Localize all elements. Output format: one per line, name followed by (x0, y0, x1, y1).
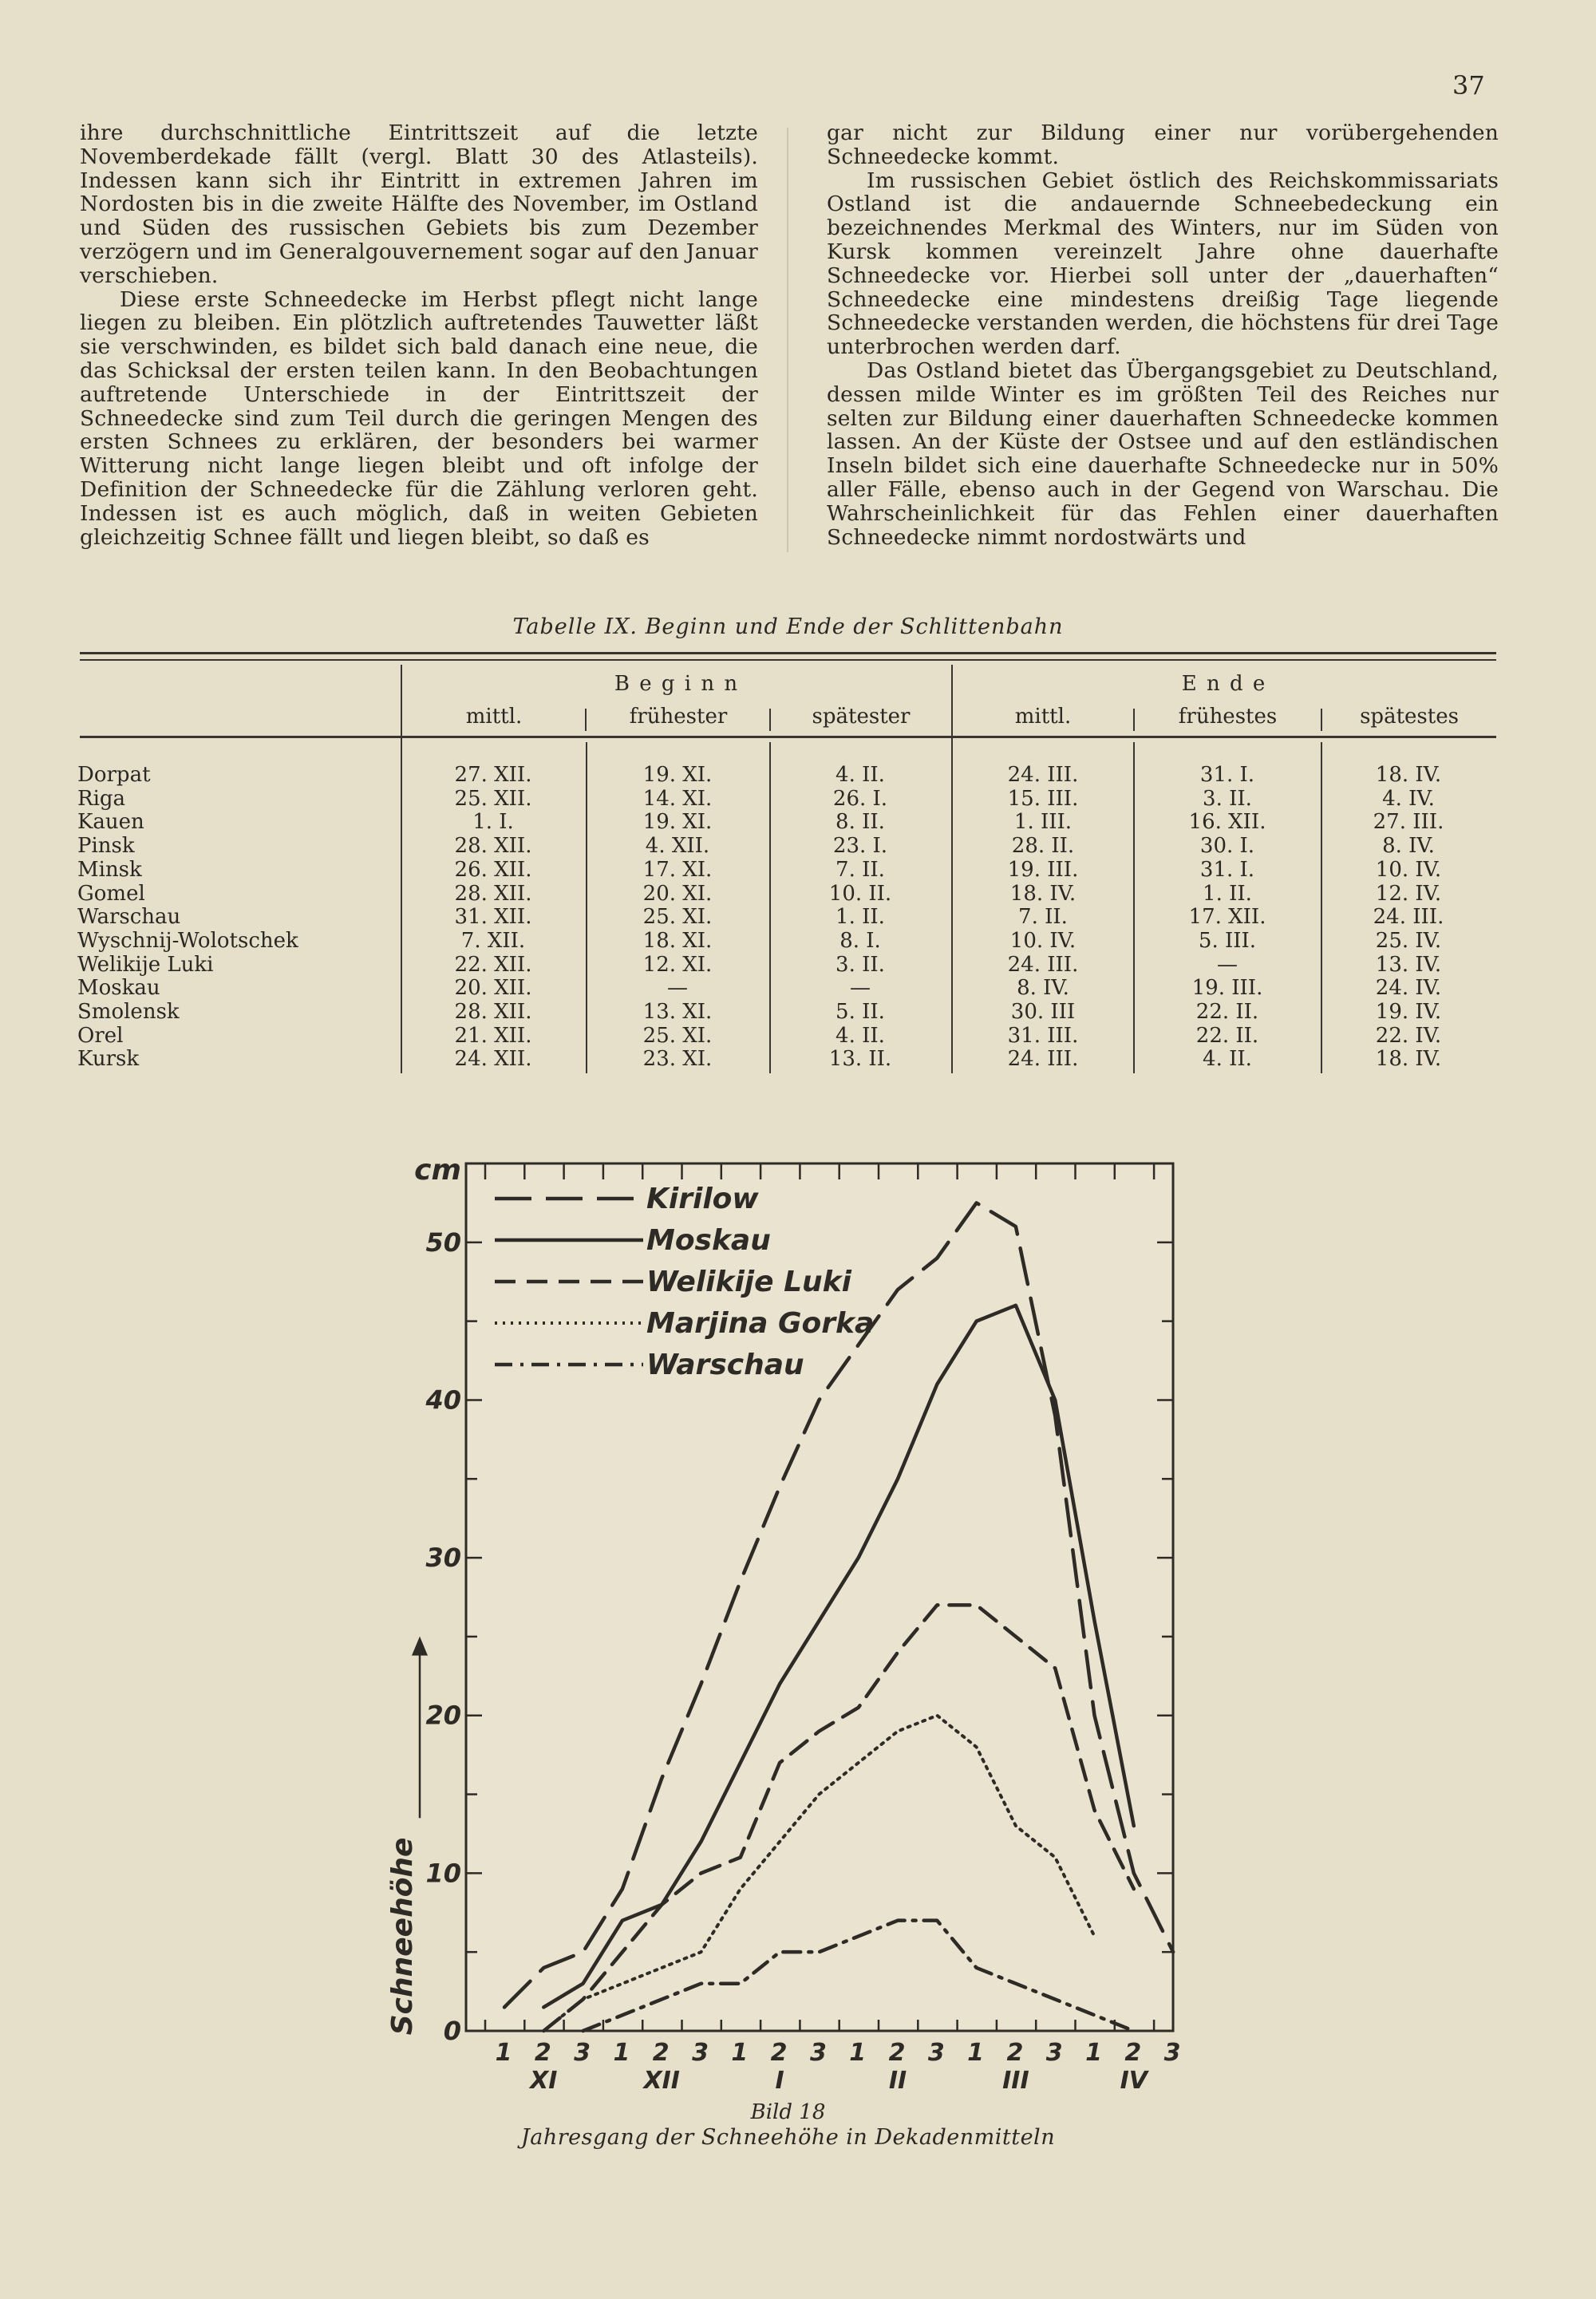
table-cell: — (667, 976, 688, 1001)
table-cell: 18. IV. (1009, 881, 1077, 906)
table-cell: 17. XII. (1188, 905, 1266, 930)
x-tick-label: 1 (849, 2039, 867, 2067)
table-cell: 28. XII. (454, 834, 532, 859)
table-cell: 8. IV. (1017, 976, 1069, 1001)
table-cell: 13. XI. (642, 1000, 713, 1024)
station-name: Smolensk (77, 1000, 180, 1024)
table-cell: 3. II. (836, 952, 885, 977)
page-number: 37 (1452, 70, 1485, 101)
y-tick-label: 10 (425, 1858, 461, 1889)
x-tick-label: 2 (652, 2039, 670, 2067)
table-cell: 24. IV. (1375, 976, 1442, 1001)
station-name: Dorpat (77, 763, 151, 787)
table-cell: 30. I. (1199, 834, 1255, 859)
table-cell: 28. II. (1011, 834, 1075, 859)
legend-label: Warschau (646, 1349, 804, 1381)
table-cell: 1. I. (472, 810, 514, 835)
station-name: Gomel (77, 881, 145, 906)
x-tick-label: 1 (613, 2039, 630, 2067)
table-cell: 16. XII. (1188, 810, 1266, 835)
table-cell: 5. II. (836, 1000, 885, 1024)
table-cell: 3. II. (1203, 786, 1252, 811)
table-cell: 25. XII. (454, 786, 532, 811)
x-month-label: IV (1120, 2067, 1148, 2091)
x-tick-label: 3 (809, 2039, 827, 2067)
x-month-label: II (888, 2067, 907, 2091)
column-header: spätestes (1360, 705, 1459, 729)
table-cell: 19. III. (1007, 857, 1079, 882)
table-cell: 5. III. (1198, 928, 1257, 953)
table-cell: 7. II. (836, 857, 885, 882)
x-tick-label: 3 (692, 2039, 709, 2067)
paragraph: Im russischen Gebiet östlich des Reichskommissariats Ostland ist die andauernde Schneebedeckung ein bezeichnendes Merkmal des Winters, nur im Süden von Kursk kommen vereinzelt Jahre ohne dauerhafte Schneedecke vor. Hierbei soll unter der „dauerhaften“ Schneedecke eine mindestens dreißig Tage liegende Schneedecke verstanden werden, die höchstens für drei Tage unterbrochen werden darf. (827, 168, 1499, 360)
legend-label: Kirilow (646, 1183, 759, 1215)
table-cell: 10. II. (828, 881, 892, 906)
table-cell: 13. IV. (1375, 952, 1442, 977)
legend-label: Welikije Luki (646, 1266, 851, 1298)
table-cell: 30. III (1010, 1000, 1076, 1024)
text-column-right (827, 121, 1499, 549)
station-name: Welikije Luki (77, 952, 214, 977)
table-caption: Tabelle IX. Beginn und Ende der Schlittenbahn (512, 614, 1064, 639)
column-divider (787, 128, 788, 552)
column-header: frühestes (1178, 705, 1278, 729)
table-cell: 24. III. (1007, 1047, 1079, 1072)
x-tick-label: 3 (1045, 2039, 1063, 2067)
table-cell: 31. I. (1199, 857, 1255, 882)
x-tick-label: 1 (1085, 2039, 1102, 2067)
x-tick-label: 1 (967, 2039, 985, 2067)
table-cell: 19. XI. (642, 810, 713, 835)
table-cell: 31. III. (1007, 1023, 1079, 1048)
table-cell: 27. III. (1373, 810, 1444, 835)
table-cell: 18. IV. (1375, 1047, 1442, 1072)
table-cell: 8. I. (839, 928, 881, 953)
column-header: frühester (629, 705, 728, 729)
x-month-label: XII (643, 2067, 680, 2091)
paragraph: ihre durchschnittliche Eintrittszeit auf die letzte Novemberdekade fällt (vergl. Blatt 30 des Atlasteils). Indessen kann sich ihr Eintritt in extremen Jahren im Nordosten bis in die zweite Hälfte des November, im Ostland und Süden des russischen Gebiets bis zum Dezember verzögern und im Generalgouvernement sogar auf den Januar verschieben. (80, 120, 758, 288)
table-cell: 22. XII. (454, 952, 532, 977)
column-header: mittl. (1014, 705, 1072, 729)
legend-label: Moskau (646, 1224, 771, 1257)
x-tick-label: 3 (574, 2039, 591, 2067)
table-cell: 14. XI. (642, 786, 713, 811)
x-tick-label: 3 (927, 2039, 945, 2067)
table-cell: 24. III. (1007, 952, 1079, 977)
x-tick-label: 1 (731, 2039, 749, 2067)
table-cell: 17. XI. (642, 857, 713, 882)
paragraph: Das Ostland bietet das Übergangsgebiet zu Deutschland, dessen milde Winter es im größten Teil des Reiches nur selten zur Bildung einer dauerhaften Schneedecke kommen lassen. An der Küste der Ostsee und auf den estländischen Inseln bildet sich eine dauerhafte Schneedecke nur in 50% aller Fälle, ebenso auch in der Gegend von Warschau. Die Wahrscheinlichkeit für das Fehlen einer dauerhaften Schneedecke nimmt nordostwärts und (827, 357, 1499, 550)
table-cell: 13. II. (828, 1047, 892, 1072)
paragraph: Diese erste Schneedecke im Herbst pflegt nicht lange liegen zu bleiben. Ein plötzlich auftretendes Tauwetter läßt sie verschwinden, es bildet sich bald danach eine neue, die das Schicksal der ersten teilen kann. In den Beobachtungen auftretende Unterschiede in der Eintrittszeit der Schneedecke sind zum Teil durch die geringen Mengen des ersten Schnees zu erklären, der besonders bei warmer Witterung nicht lange liegen bleibt und oft infolge der Definition der Schneedecke für die Zählung verloren geht. Indessen ist es auch möglich, daß in weiten Gebieten gleichzeitig Schnee fällt und liegen bleibt, so daß es (80, 286, 758, 550)
table-top-rule (80, 652, 1496, 654)
x-tick-label: 2 (888, 2039, 906, 2067)
table-cell: 7. II. (1018, 905, 1068, 930)
table-cell: 23. I. (832, 834, 888, 859)
table-cell: 1. II. (836, 905, 885, 930)
table-cell: 25. XI. (642, 905, 713, 930)
station-name: Kursk (77, 1047, 140, 1072)
station-name: Kauen (77, 810, 144, 835)
table-cell: 18. IV. (1375, 763, 1442, 787)
y-tick-label: 40 (425, 1385, 461, 1416)
table-cell: 22. II. (1195, 1000, 1259, 1024)
x-tick-label: 1 (495, 2039, 512, 2067)
station-name: Riga (77, 786, 126, 811)
table-cell: 19. XI. (642, 763, 713, 787)
table-cell: 12. IV. (1375, 881, 1442, 906)
table-cell: 12. XI. (642, 952, 713, 977)
table-cell: 4. II. (1203, 1047, 1252, 1072)
table-cell: 1. II. (1203, 881, 1252, 906)
header-begin: B e g i n n (614, 672, 740, 696)
table-cell: 22. IV. (1375, 1023, 1442, 1048)
legend-label: Marjina Gorka (646, 1307, 875, 1340)
table-cell: 22. II. (1195, 1023, 1259, 1048)
table-cell: 1. III. (1013, 810, 1073, 835)
table-cell: 25. IV. (1375, 928, 1442, 953)
table-cell: 28. XII. (454, 1000, 532, 1024)
text-column-left (80, 121, 758, 549)
figure-number: Bild 18 (750, 2100, 826, 2124)
table-cell: 21. XII. (454, 1023, 532, 1048)
table-cell: 31. XII. (454, 905, 532, 930)
header-end: E n d e (1181, 672, 1267, 696)
table-cell: 23. XI. (642, 1047, 713, 1072)
table-cell: 4. II. (836, 1023, 885, 1048)
table-cell: 28. XII. (454, 881, 532, 906)
table-cell: 27. XII. (454, 763, 532, 787)
snow-depth-chart (375, 1149, 1221, 2091)
station-name: Minsk (77, 857, 142, 882)
station-name: Orel (77, 1023, 124, 1048)
table-cell: 25. XI. (642, 1023, 713, 1048)
y-unit-label: cm (414, 1154, 461, 1187)
table-cell: 4. XII. (645, 834, 710, 859)
x-month-label: I (775, 2067, 784, 2091)
station-name: Pinsk (77, 834, 135, 859)
table-top-rule-thin (80, 659, 1496, 661)
figure-caption: Jahresgang der Schneehöhe in Dekadenmitteln (520, 2125, 1056, 2150)
column-header: spätester (812, 705, 911, 729)
table-cell: — (1217, 952, 1238, 977)
table-cell: 20. XII. (454, 976, 532, 1001)
x-month-label: III (1002, 2067, 1029, 2091)
table-cell: 18. XI. (642, 928, 713, 953)
table-cell: 24. XII. (454, 1047, 532, 1072)
table-cell: 7. XII. (460, 928, 526, 953)
table-cell: 15. III. (1007, 786, 1079, 811)
y-tick-label: 0 (443, 2016, 461, 2046)
table-cell: 20. XI. (642, 881, 713, 906)
station-name: Wyschnij-Wolotschek (77, 928, 298, 953)
station-name: Warschau (77, 905, 181, 930)
table-cell: 24. III. (1007, 763, 1079, 787)
x-tick-label: 2 (770, 2039, 788, 2067)
table-cell: 10. IV. (1009, 928, 1077, 953)
y-axis-arrowhead (412, 1637, 428, 1656)
column-header: mittl. (465, 705, 523, 729)
table-cell: 24. III. (1373, 905, 1444, 930)
y-tick-label: 30 (425, 1543, 461, 1574)
paragraph: gar nicht zur Bildung einer nur vorübergehenden Schneedecke kommt. (827, 120, 1499, 169)
table-cell: — (850, 976, 871, 1001)
x-tick-label: 2 (534, 2039, 551, 2067)
x-month-label: XI (530, 2067, 558, 2091)
y-axis-label: Schneehöhe (386, 1837, 419, 2036)
table-cell: 8. IV. (1382, 834, 1435, 859)
table-cell: 4. IV. (1382, 786, 1435, 811)
y-tick-label: 50 (425, 1227, 461, 1258)
y-tick-label: 20 (425, 1700, 461, 1731)
table-cell: 8. II. (836, 810, 885, 835)
table-header-rule (80, 736, 1496, 738)
table-cell: 31. I. (1199, 763, 1255, 787)
x-tick-label: 3 (1163, 2039, 1181, 2067)
table-cell: 26. XII. (454, 857, 532, 882)
x-tick-label: 2 (1006, 2039, 1024, 2067)
table-cell: 10. IV. (1375, 857, 1442, 882)
x-tick-label: 2 (1124, 2039, 1142, 2067)
table-cell: 19. III. (1191, 976, 1263, 1001)
station-name: Moskau (77, 976, 160, 1001)
table-cell: 26. I. (832, 786, 888, 811)
table-cell: 4. II. (836, 763, 885, 787)
table-cell: 19. IV. (1375, 1000, 1442, 1024)
